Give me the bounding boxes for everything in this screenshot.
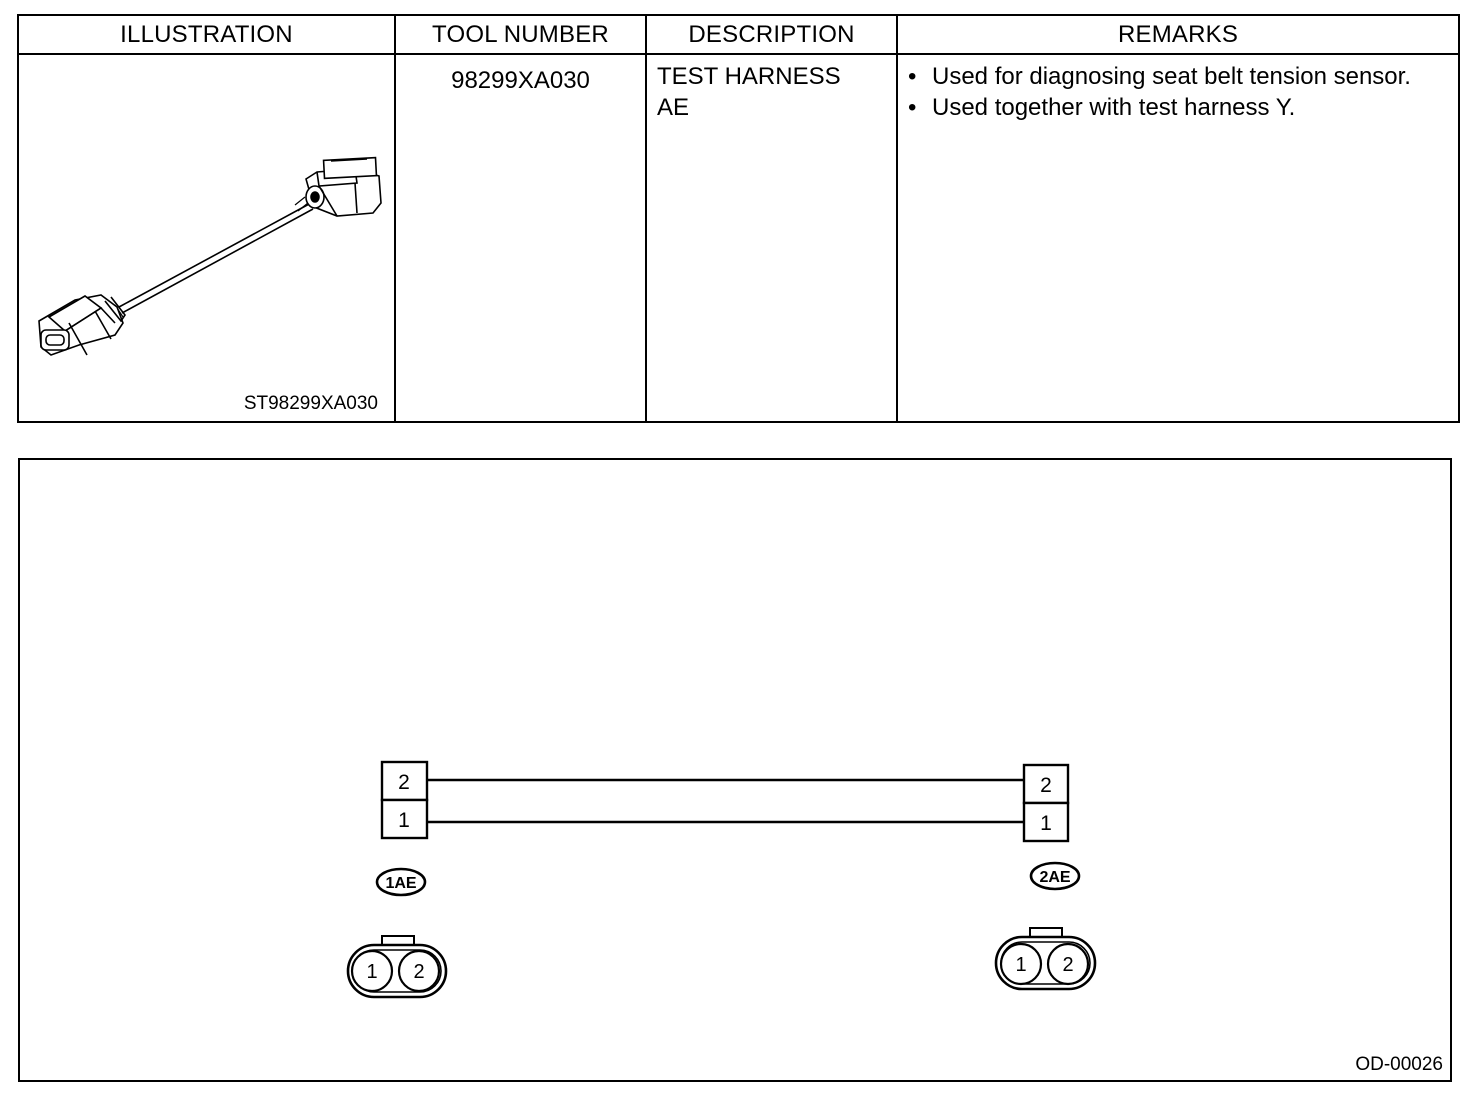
table-header-row bbox=[18, 15, 1459, 54]
test-harness-illustration bbox=[19, 55, 396, 423]
header-description: DESCRIPTION bbox=[646, 15, 897, 54]
left-connector-id: 1AE bbox=[385, 875, 417, 892]
left-connector-id-badge bbox=[377, 869, 425, 895]
wiring-diagram-panel bbox=[18, 458, 1452, 1082]
table-row bbox=[18, 54, 1459, 422]
right-pin-label: 1 bbox=[1040, 812, 1052, 835]
right-face-pin: 2 bbox=[1062, 954, 1074, 976]
header-remarks: REMARKS bbox=[897, 15, 1459, 54]
description-value: TEST HARNESS AE bbox=[657, 63, 841, 121]
left-face-pin: 2 bbox=[413, 961, 425, 983]
bullet-icon: • bbox=[908, 63, 917, 90]
remarks-text: Used for diagnosing seat belt tension sensor. bbox=[932, 63, 1411, 90]
description-cell bbox=[646, 54, 897, 422]
right-connector-id: 2AE bbox=[1039, 869, 1071, 886]
left-face-pin: 1 bbox=[366, 961, 378, 983]
remarks-cell bbox=[897, 54, 1459, 422]
right-connector-pins bbox=[1024, 765, 1068, 841]
figure-code: OD-00026 bbox=[1355, 1054, 1443, 1075]
remarks-item bbox=[906, 61, 1458, 92]
remarks-list bbox=[898, 55, 1458, 123]
left-connector-pins bbox=[382, 762, 427, 838]
right-face-pin: 1 bbox=[1015, 954, 1027, 976]
left-pin-label: 2 bbox=[398, 771, 410, 794]
right-connector-face bbox=[996, 928, 1095, 989]
left-plug-drawing bbox=[39, 295, 125, 355]
right-plug-drawing bbox=[306, 158, 381, 216]
header-illustration: ILLUSTRATION bbox=[18, 15, 395, 54]
tool-number-cell bbox=[395, 54, 646, 422]
remarks-item bbox=[906, 92, 1458, 123]
right-pin-label: 2 bbox=[1040, 774, 1052, 797]
illustration-cell bbox=[18, 54, 395, 422]
header-tool-number: TOOL NUMBER bbox=[395, 15, 646, 54]
right-connector-id-badge bbox=[1031, 863, 1079, 889]
bullet-icon: • bbox=[908, 94, 917, 121]
tool-table bbox=[17, 14, 1460, 423]
remarks-text: Used together with test harness Y. bbox=[932, 94, 1296, 121]
left-pin-label: 1 bbox=[398, 809, 410, 832]
left-connector-face bbox=[348, 936, 446, 997]
tool-number-value: 98299XA030 bbox=[451, 67, 590, 94]
illustration-code: ST98299XA030 bbox=[243, 393, 378, 414]
wiring-diagram bbox=[20, 460, 1450, 1080]
